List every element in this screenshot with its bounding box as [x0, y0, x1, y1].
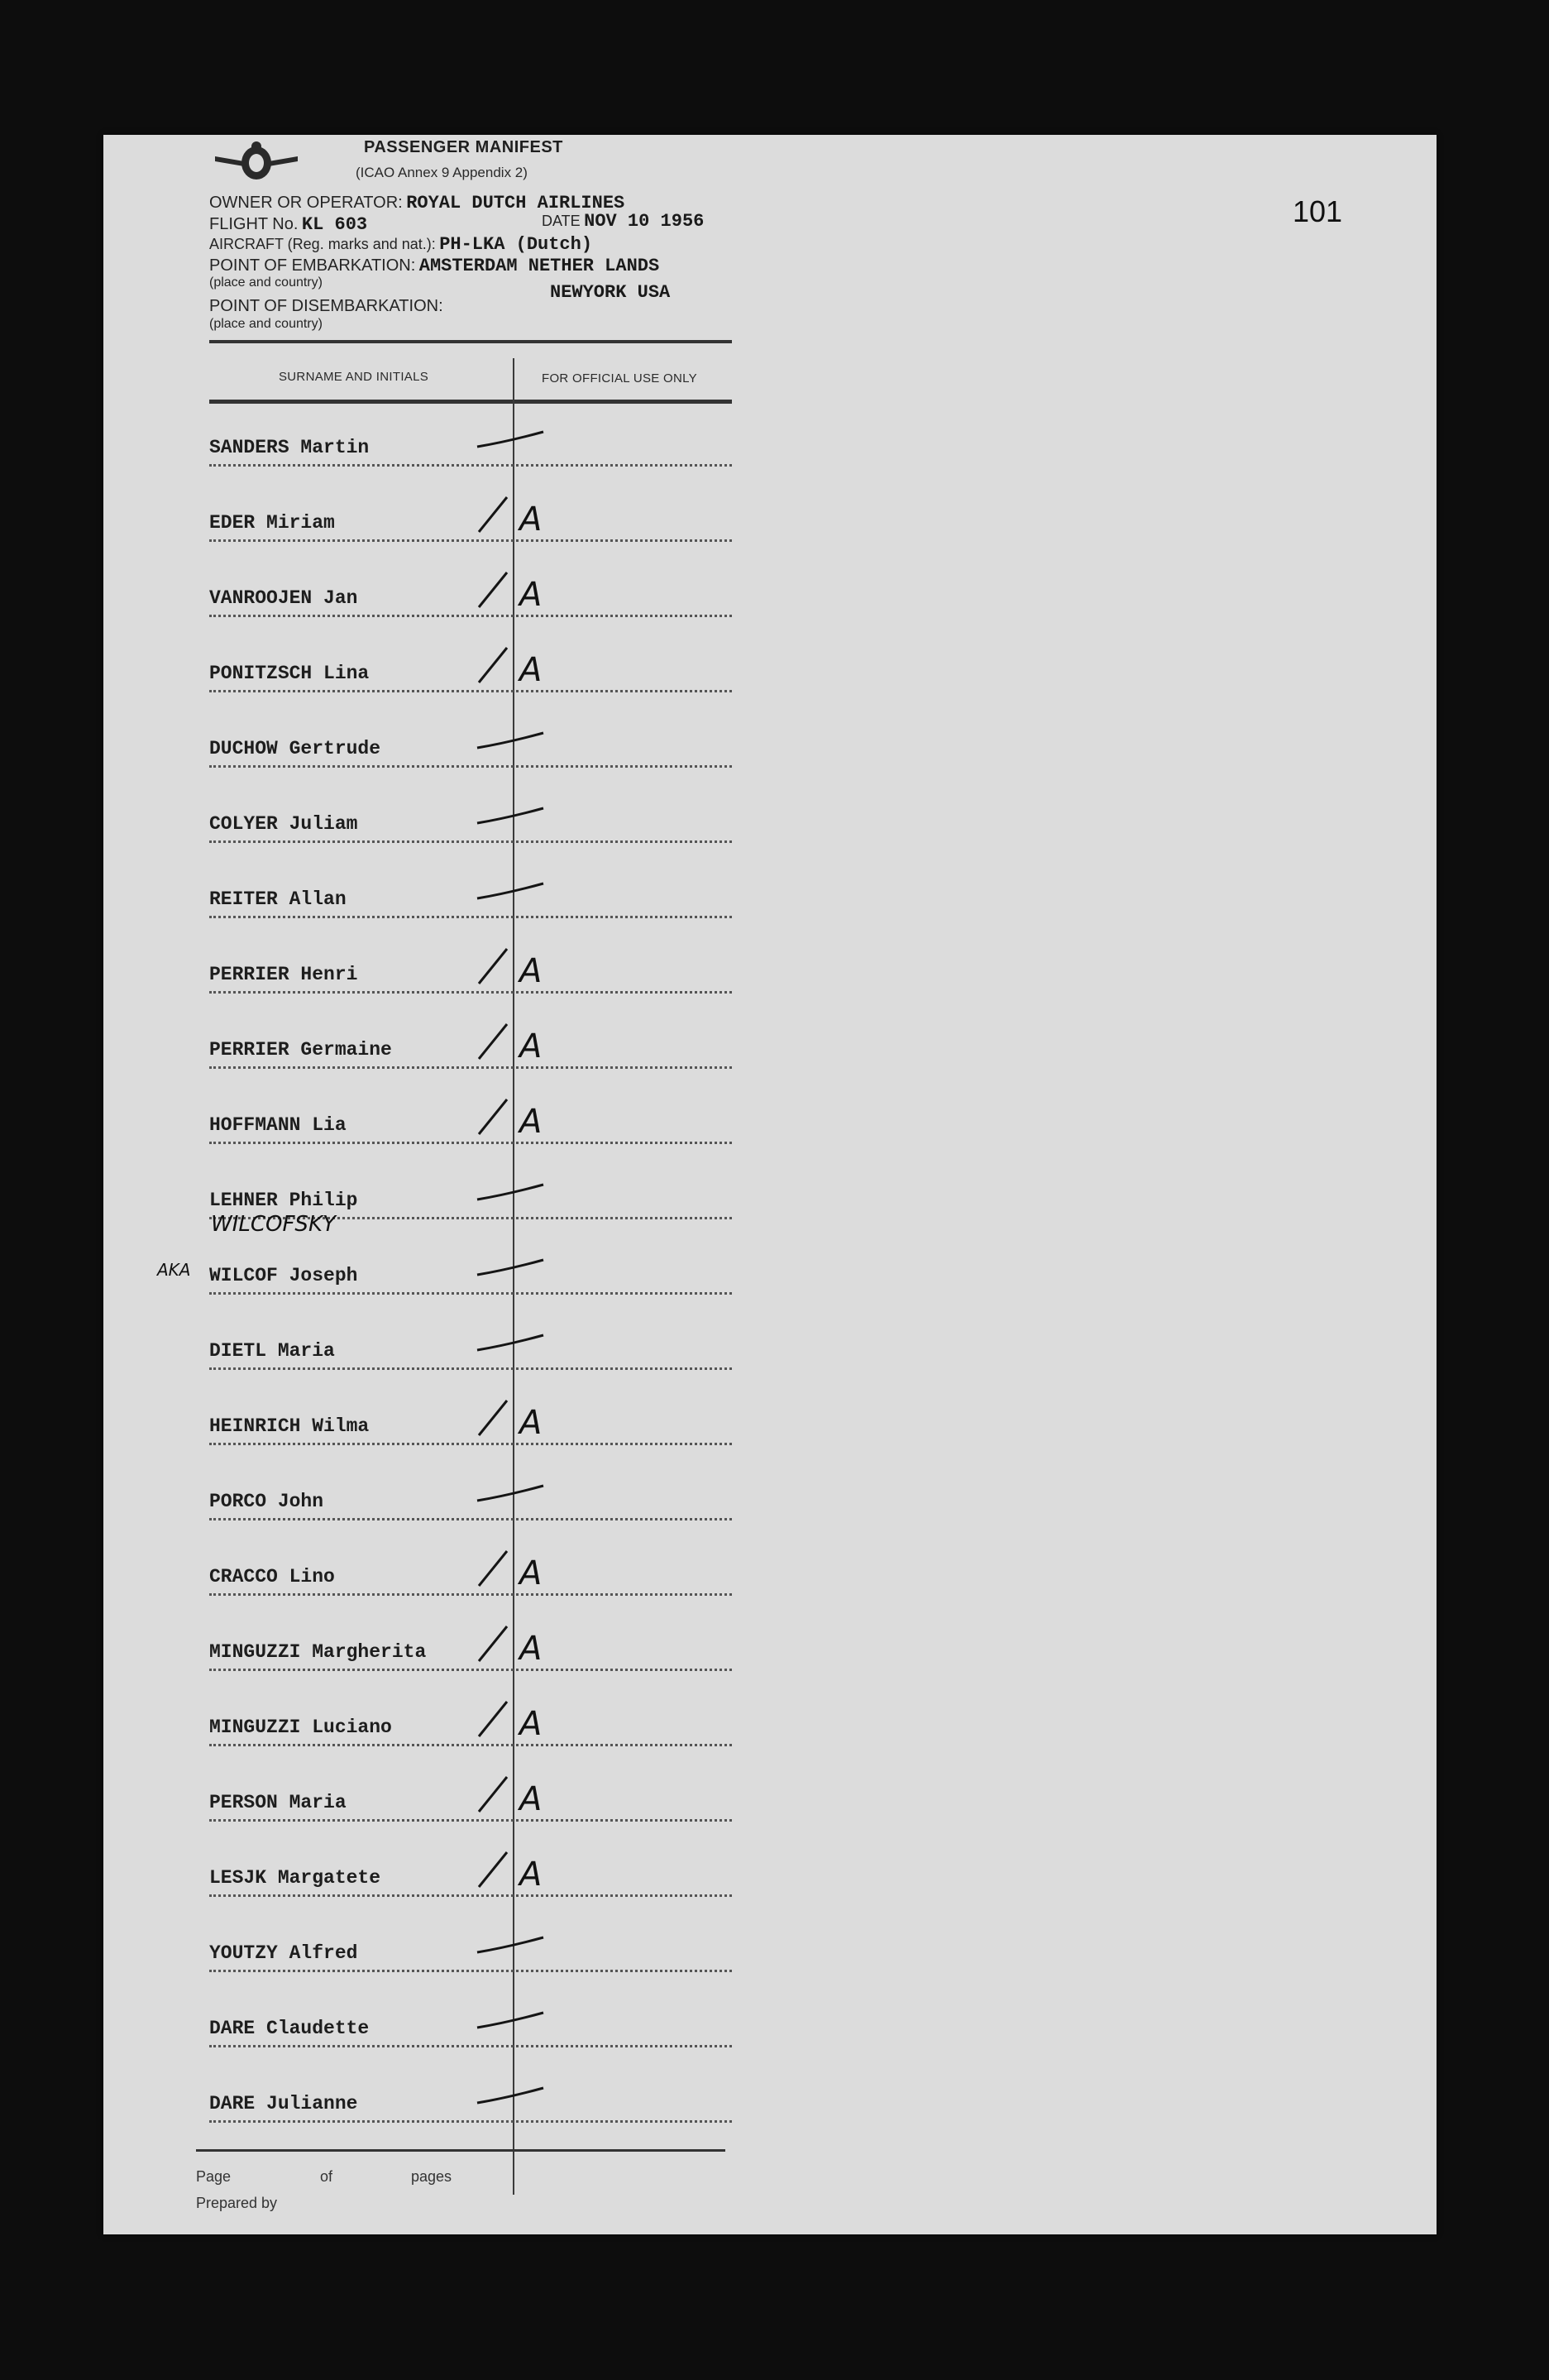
official-mark: A [519, 1554, 543, 1592]
passenger-row [209, 479, 732, 545]
row-rule [209, 916, 732, 918]
page-number: 101 [1293, 194, 1343, 228]
row-rule [209, 1142, 732, 1144]
row-rule [209, 2120, 732, 2123]
passenger-row [209, 705, 732, 771]
prepared-by-label: Prepared by [196, 2195, 278, 2211]
official-mark: A [519, 1705, 543, 1743]
passenger-row [209, 1608, 732, 1674]
row-rule [209, 991, 732, 994]
official-mark: A [519, 1404, 543, 1442]
row-rule [209, 539, 732, 542]
passenger-row [209, 855, 732, 922]
embarkation-value: AMSTERDAM NETHER LANDS [418, 256, 660, 276]
embarkation-line: POINT OF EMBARKATION: AMSTERDAM NETHER LANDS [209, 256, 660, 276]
official-mark: A [519, 1103, 543, 1141]
row-rule [209, 1669, 732, 1671]
passenger-name: DARE Julianne [209, 2093, 358, 2114]
surname-column-header: SURNAME AND INITIALS [279, 370, 429, 384]
passenger-row [209, 554, 732, 620]
passenger-name: HEINRICH Wilma [209, 1415, 370, 1437]
passenger-name: YOUTZY Alfred [209, 1942, 358, 1964]
check-mark-icon [474, 1322, 548, 1363]
row-rule [209, 2045, 732, 2047]
check-mark-icon [474, 1473, 548, 1514]
row-rule [209, 464, 732, 467]
passenger-row [209, 630, 732, 696]
passenger-name: MINGUZZI Luciano [209, 1717, 392, 1738]
passenger-row [209, 1759, 732, 1825]
check-mark-icon [474, 795, 548, 836]
owner-value: ROYAL DUTCH AIRLINES [406, 193, 625, 213]
passenger-name: LESJK Margatete [209, 1867, 381, 1889]
passenger-name: CRACCO Lino [209, 1566, 335, 1587]
passenger-name: HOFFMANN Lia [209, 1114, 347, 1136]
passenger-name: DIETL Maria [209, 1340, 335, 1362]
passenger-name: DUCHOW Gertrude [209, 738, 381, 759]
check-mark-icon [474, 1247, 548, 1288]
passenger-row [209, 1533, 732, 1599]
passenger-name: SANDERS Martin [209, 437, 370, 458]
manifest-title: PASSENGER MANIFEST [364, 138, 563, 156]
passenger-name: EDER Miriam [209, 512, 335, 534]
of-label: of [320, 2168, 333, 2185]
disembarkation-value: NEWYORK USA [550, 282, 671, 303]
row-rule [209, 615, 732, 617]
passenger-name: PORCO John [209, 1491, 324, 1512]
passenger-name: COLYER Juliam [209, 813, 358, 835]
disembarkation-line: POINT OF DISEMBARKATION: [209, 297, 443, 315]
passenger-name: PONITZSCH Lina [209, 663, 370, 684]
check-mark-icon [474, 1924, 548, 1966]
passenger-row [209, 1985, 732, 2051]
official-mark: A [519, 1630, 543, 1668]
passenger-name: REITER Allan [209, 888, 347, 910]
row-rule [209, 1744, 732, 1746]
passenger-row [209, 780, 732, 846]
official-column-header: FOR OFFICIAL USE ONLY [542, 371, 697, 385]
aircraft-value: PH-LKA (Dutch) [439, 234, 593, 255]
embarkation-sub: (place and country) [209, 275, 323, 290]
official-mark: A [519, 1856, 543, 1894]
check-mark-icon [474, 1171, 548, 1213]
row-rule [209, 1593, 732, 1596]
check-mark-icon [474, 720, 548, 761]
row-rule [209, 840, 732, 843]
row-rule [209, 1367, 732, 1370]
official-mark: A [519, 952, 543, 990]
date-value: NOV 10 1956 [584, 211, 705, 232]
check-mark-icon [474, 419, 548, 460]
aircraft-line: AIRCRAFT (Reg. marks and nat.): PH-LKA (Dutch) [209, 234, 593, 255]
check-mark-icon [474, 870, 548, 912]
manifest-subtitle: (ICAO Annex 9 Appendix 2) [356, 165, 528, 180]
passenger-name: PERRIER Germaine [209, 1039, 392, 1061]
passenger-row [209, 931, 732, 997]
klm-crown-logo [211, 140, 302, 181]
row-rule [209, 765, 732, 768]
pages-label: pages [411, 2168, 452, 2185]
date-line: DATE NOV 10 1956 [542, 211, 705, 232]
official-mark: A [519, 576, 543, 614]
passenger-name: MINGUZZI Margherita [209, 1641, 427, 1663]
passenger-row [209, 1307, 732, 1373]
passenger-name: PERSON Maria [209, 1792, 347, 1813]
passenger-row [209, 1081, 732, 1147]
row-rule [209, 1518, 732, 1520]
passenger-row [209, 1006, 732, 1072]
flight-value: KL 603 [301, 214, 368, 235]
passenger-row [209, 1232, 732, 1298]
disembarkation-sub: (place and country) [209, 317, 323, 331]
row-rule [209, 1970, 732, 1972]
official-mark: A [519, 1780, 543, 1818]
official-mark: A [519, 1027, 543, 1065]
check-mark-icon [474, 1999, 548, 2041]
passenger-row [209, 1382, 732, 1449]
row-rule [209, 1292, 732, 1295]
side-note: AKA [157, 1260, 191, 1280]
passenger-name: PERRIER Henri [209, 964, 358, 985]
row-rule [209, 1894, 732, 1897]
passenger-row [209, 2060, 732, 2126]
flight-line: FLIGHT No. KL 603 [209, 214, 368, 235]
manifest-sheet [103, 135, 1437, 2234]
passenger-name: WILCOF Joseph [209, 1265, 358, 1286]
name-correction: WILCOFSKY [211, 1212, 336, 1237]
page-label: Page [196, 2168, 232, 2185]
official-mark: A [519, 651, 543, 689]
footer-rule [196, 2149, 725, 2152]
owner-line: OWNER OR OPERATOR: ROYAL DUTCH AIRLINES [209, 193, 625, 213]
row-rule [209, 1819, 732, 1822]
passenger-row [209, 1909, 732, 1975]
passenger-row [209, 1683, 732, 1750]
official-mark: A [519, 500, 543, 539]
passenger-row [209, 404, 732, 470]
passenger-row [209, 1458, 732, 1524]
passenger-name: DARE Claudette [209, 2018, 370, 2039]
header-rule [209, 340, 732, 343]
check-mark-icon [474, 2075, 548, 2116]
passenger-name: LEHNER Philip [209, 1190, 358, 1211]
passenger-row [209, 1834, 732, 1900]
row-rule [209, 1066, 732, 1069]
passenger-name: VANROOJEN Jan [209, 587, 358, 609]
row-rule [209, 690, 732, 692]
row-rule [209, 1443, 732, 1445]
